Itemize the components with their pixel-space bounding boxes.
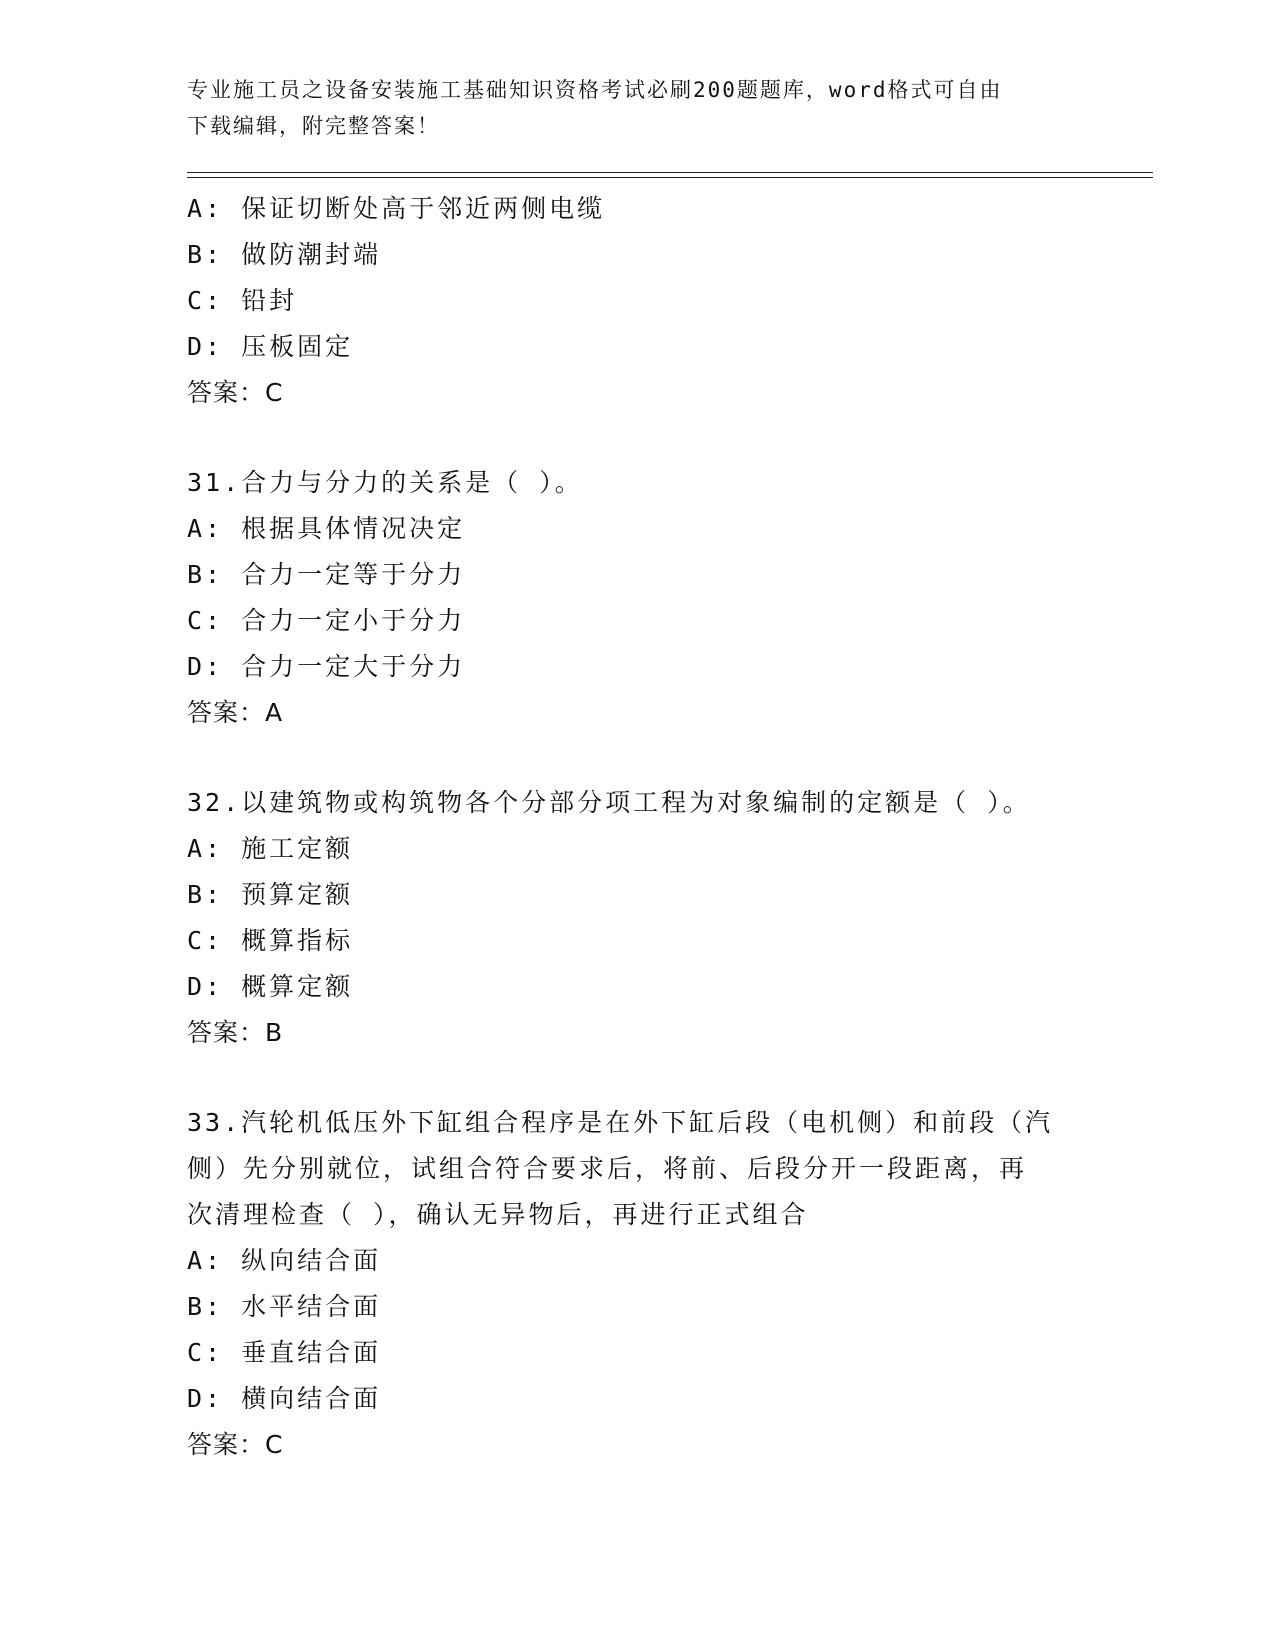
option-b: B: 预算定额 bbox=[187, 880, 354, 909]
option-c: C: 概算指标 bbox=[187, 926, 354, 955]
option-c: C: 铅封 bbox=[187, 286, 298, 315]
option-c: C: 合力一定小于分力 bbox=[187, 606, 466, 635]
question-33 bbox=[187, 1100, 1087, 1468]
option-b: B: 水平结合面 bbox=[187, 1292, 382, 1321]
question-stem-line-2: 侧）先分别就位，试组合符合要求后，将前、后段分开一段距离，再 bbox=[187, 1154, 1028, 1183]
document-header bbox=[187, 72, 1087, 144]
option-d: D: 合力一定大于分力 bbox=[187, 652, 466, 681]
question-stem-line-1: 33.汽轮机低压外下缸组合程序是在外下缸后段（电机侧）和前段（汽 bbox=[187, 1108, 1054, 1137]
option-a: A: 纵向结合面 bbox=[187, 1246, 382, 1275]
question-30-partial bbox=[187, 186, 1087, 416]
header-line-1: 专业施工员之设备安装施工基础知识资格考试必刷200题题库，word格式可自由 bbox=[187, 78, 1003, 102]
option-a: A: 根据具体情况决定 bbox=[187, 514, 466, 543]
header-divider-bottom bbox=[187, 177, 1153, 178]
question-32 bbox=[187, 780, 1087, 1056]
answer: 答案：B bbox=[187, 1018, 284, 1047]
option-b: B: 合力一定等于分力 bbox=[187, 560, 466, 589]
option-c: C: 垂直结合面 bbox=[187, 1338, 382, 1367]
header-divider-top bbox=[187, 172, 1153, 173]
answer: 答案：A bbox=[187, 698, 284, 727]
option-d: D: 压板固定 bbox=[187, 332, 354, 361]
question-stem: 32.以建筑物或构筑物各个分部分项工程为对象编制的定额是（ ）。 bbox=[187, 788, 1031, 817]
answer: 答案：C bbox=[187, 378, 284, 407]
option-d: D: 概算定额 bbox=[187, 972, 354, 1001]
question-stem-line-3: 次清理检查（ ），确认无异物后，再进行正式组合 bbox=[187, 1200, 809, 1229]
option-d: D: 横向结合面 bbox=[187, 1384, 382, 1413]
question-31 bbox=[187, 460, 1087, 736]
question-stem: 31.合力与分力的关系是（ ）。 bbox=[187, 468, 583, 497]
option-a: A: 保证切断处高于邻近两侧电缆 bbox=[187, 194, 606, 223]
option-a: A: 施工定额 bbox=[187, 834, 354, 863]
answer: 答案：C bbox=[187, 1430, 284, 1459]
option-b: B: 做防潮封端 bbox=[187, 240, 382, 269]
header-line-2: 下载编辑，附完整答案！ bbox=[187, 114, 440, 138]
question-list bbox=[187, 186, 1087, 1468]
